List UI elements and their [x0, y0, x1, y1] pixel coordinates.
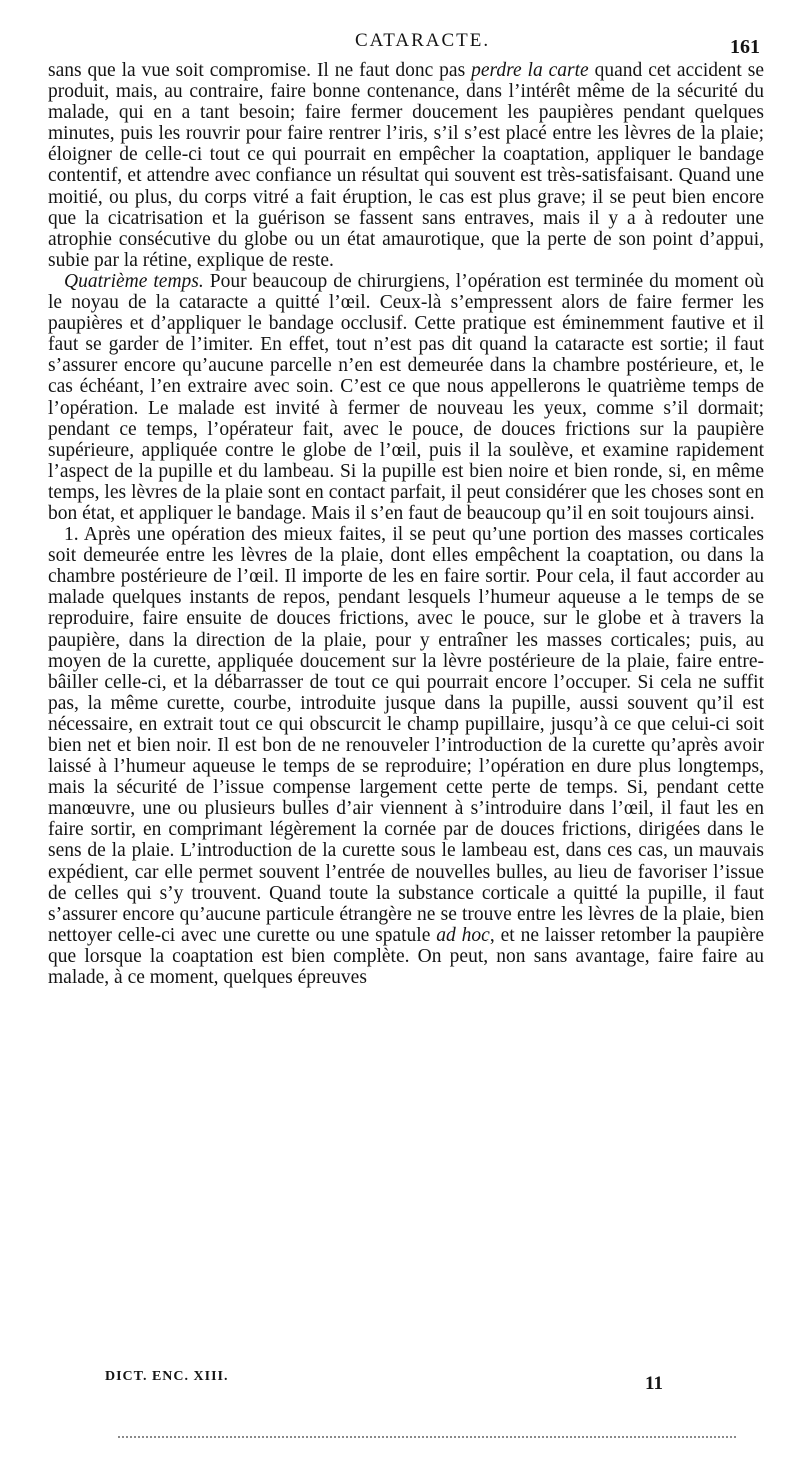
italic-run: ad hoc [436, 924, 490, 946]
text-run: 1. Après une opération des mieux faites, il se peut qu’une portion des masses corticales soit demeurée entre les lèvres de la plaie, dont elles empêchent la coaptation, ou dans la chambre postérieure de l’œil. Il importe de les en faire sortir. Pour cela, il faut accorder au malade quelques instants de repos, pendant lesquels l’humeur aqueuse a le temps de se reproduire, faire ensuite de douces frictions, avec le pouce, sur le globe et à travers la paupière, dans la direction de la plaie, pour y entraîner les masses corticales; puis, au moyen de la curette, appliquée doucement sur la lèvre postérieure de la plaie, faire entre-bâiller celle-ci, et la débarrasser de tout ce qui pourrait encore l’occuper. Si cela ne suffit pas, la même curette, courbe, introduite jusque dans la pupille, aussi souvent qu’il est nécessaire, en extrait tout ce qui obscurcit le champ pupillaire, jusqu’à ce que celui-ci soit bien net et bien noir. Il est bon de ne renouveler l’introduction de la curette qu’après avoir laissé à l’humeur aqueuse le temps de se reproduire; l’opération en dure plus longtemps, mais la sécurité de l’issue compense largement cette perte de temps. Si, pendant cette manœuvre, une ou plusieurs bulles d’air viennent à s’introduire dans l’œil, il faut les en faire sortir, en comprimant légèrement la cornée par de douces frictions, dirigées dans le sens de la plaie. L’introduction de la curette sous le lambeau est, dans ces cas, un mauvais expédient, car elle permet souvent l’entrée de nouvelles bulles, au lieu de favoriser l’issue de celles qui s’y trouvent. Quand toute la substance corticale a quitté la pupille, il faut s’assurer encore qu’aucune particule étrangère ne se trouve entre les lèvres de la plaie, bien nettoyer celle-ci avec une curette ou une spatule [48, 524, 764, 946]
text-run: quand cet accident se produit, mais, au contraire, faire bonne contenance, dans l’intérêt même de la sécurité du malade, qui en a tant besoin; faire fermer doucement les paupières pendant quelques minutes, puis les rouvrir pour faire rentrer l’iris, s’il s’est placé entre les lèvres de la plaie; éloigner de celle-ci tout ce qui pourrait en empêcher la coaptation, appliquer le bandage contentif, et attendre avec confiance un résultat qui souvent est très-satisfaisant. Quand une moitié, ou plus, du corps vitré a fait éruption, le cas est plus grave; il se peut bien encore que la cicatrisation et la guérison se fassent sans entraves, mais il y a à redouter une atrophie consécutive du globe ou un état amaurotique, que la perte de son point d’appui, subie par la rétine, explique de reste. [48, 60, 764, 271]
paragraph [48, 524, 764, 988]
bottom-dotted-rule [118, 1436, 736, 1438]
italic-run: perdre la carte [471, 60, 589, 81]
italic-run: Quatrième temps. [64, 270, 204, 292]
running-title: CATARACTE. [355, 30, 491, 51]
text-run: , et ne laisser retomber la paupière que lorsque la coaptation est bien complète. On peut, non sans avantage, faire faire au malade, à ce moment, quelques épreuves [48, 924, 765, 989]
page-header [0, 26, 800, 60]
page-footer [0, 1365, 800, 1405]
body-text [48, 60, 764, 988]
text-run: Pour beaucoup de chirurgiens, l’opération est terminée du moment où le noyau de la cataracte a quitté l’œil. Ceux-là s’empressent alors de faire fermer les paupières et d’appliquer le bandage occlusif. Cette pratique est éminemment fautive et il faut se garder de l’imiter. En effet, tout n’est pas dit quand la cataracte est sortie; il faut s’assurer encore qu’aucune parcelle n’en est demeurée dans la chambre postérieure, et, le cas échéant, l’en extraire avec soin. C’est ce que nous appellerons le quatrième temps de l’opération. Le malade est invité à fermer de nouveau les yeux, comme s’il dormait; pendant ce temps, l’opérateur fait, avec le pouce, de douces frictions sur la paupière supérieure, appliquée contre le globe de l’œil, puis il la soulève, et examine rapidement l’aspect de la pupille et du lambeau. Si la pupille est bien noire et bien ronde, si, en même temps, les lèvres de la plaie sont en contact parfait, il peut considérer que les choses sont en bon état, et appliquer le bandage. Mais il s’en faut de beaucoup qu’il en soit toujours ainsi. [48, 270, 764, 524]
page-number: 161 [730, 36, 760, 58]
paragraph [48, 271, 764, 524]
printer-signature: DICT. ENC. XIII. [105, 1369, 229, 1384]
signature-number: 11 [645, 1373, 663, 1394]
paragraph [48, 60, 764, 271]
text-run: sans que la vue soit compromise. Il ne faut donc pas [48, 60, 472, 81]
